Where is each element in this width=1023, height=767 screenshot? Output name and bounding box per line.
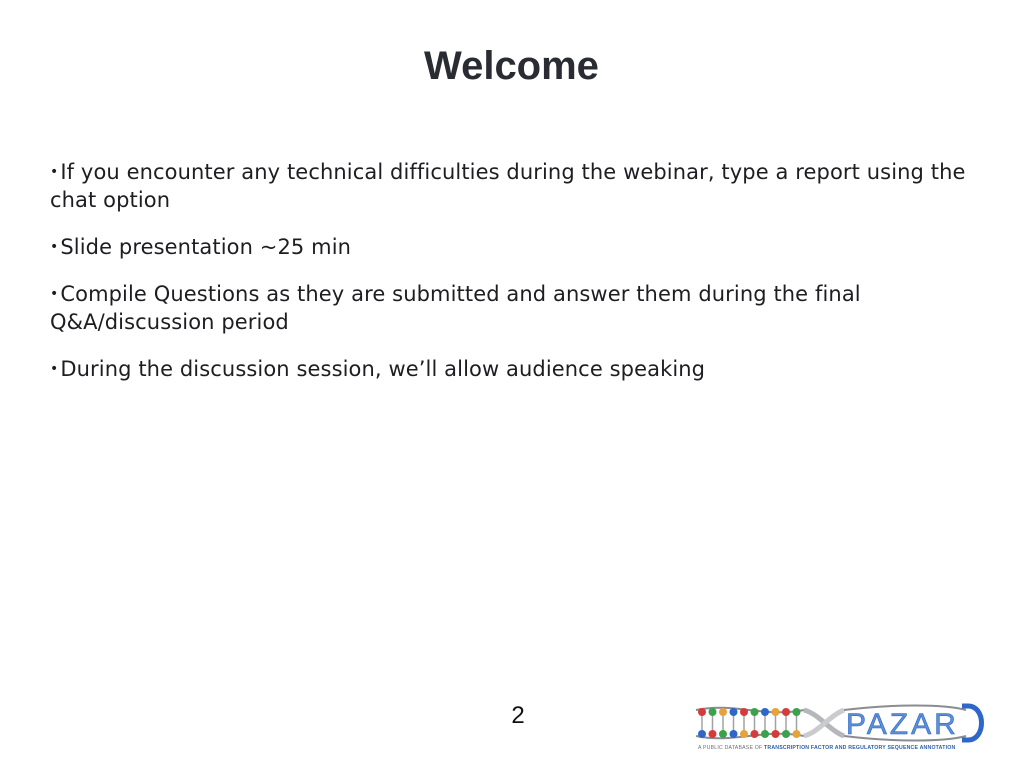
dna-bead [709,730,717,738]
bullet-marker: • [50,286,59,302]
dna-bead [719,708,727,716]
dna-bead [761,730,769,738]
dna-bead [772,730,780,738]
bullet-marker: • [50,239,59,255]
dna-logo-graphic [694,700,986,746]
dna-bead [793,708,801,716]
dna-bead [730,730,738,738]
dna-bead [751,730,759,738]
bullet-list [50,158,980,402]
dna-bead [772,708,780,716]
logo-tagline-highlight: TRANSCRIPTION FACTOR AND REGULATORY SEQUENCE ANNOTATION [764,745,956,751]
bullet-text: During the discussion session, we’ll allow audience speaking [60,357,706,381]
bullet-item [50,355,980,383]
dna-bead [793,730,801,738]
page-number: 2 [511,702,525,729]
dna-bead [740,730,748,738]
bullet-marker: • [50,164,59,180]
dna-bead [751,708,759,716]
bullet-item [50,280,980,336]
dna-bead [782,708,790,716]
bullet-item [50,233,980,261]
logo-wordmark: PAZAR [846,708,959,741]
logo-tagline [698,745,955,751]
dna-bead [740,708,748,716]
dna-bead [730,708,738,716]
dna-bead [698,730,706,738]
bullet-text: Slide presentation ~25 min [60,235,352,259]
logo-tagline-prefix: A PUBLIC DATABASE OF [698,745,763,751]
dna-bead [782,730,790,738]
slide-title: Welcome [424,44,599,88]
pazar-logo [694,700,986,756]
dna-bead [761,708,769,716]
bullet-text: If you encounter any technical difficulties during the webinar, type a report using the chat option [50,160,966,212]
dna-bead [698,708,706,716]
dna-bead [719,730,727,738]
dna-rungs [698,708,801,738]
bullet-text: Compile Questions as they are submitted and answer them during the final Q&A/discussion period [50,282,861,334]
bullet-item [50,158,980,214]
dna-bead [709,708,717,716]
bullet-marker: • [50,361,59,377]
